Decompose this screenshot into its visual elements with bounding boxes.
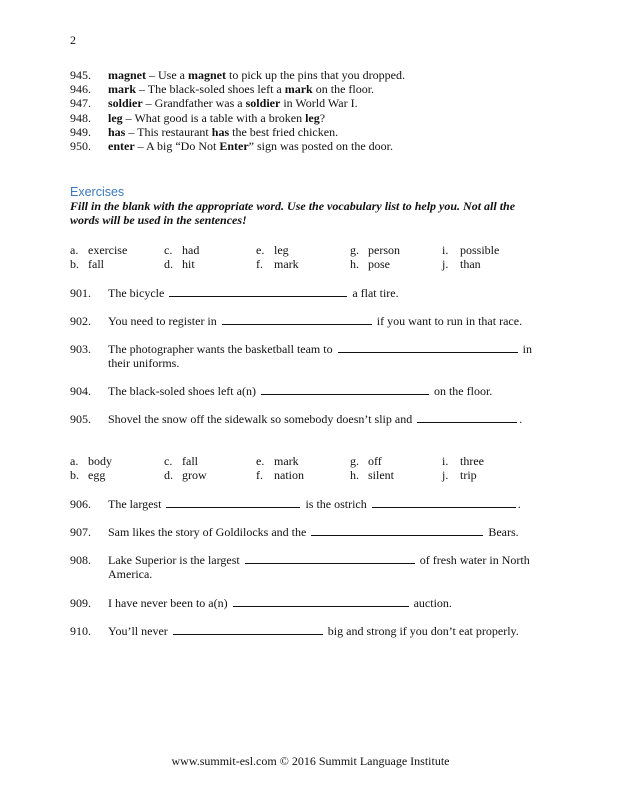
word-bank-letter: c. xyxy=(164,454,173,468)
word-bank-word: exercise xyxy=(88,243,128,257)
question-text: The black-soled shoes left a(n) on the floor. xyxy=(108,384,493,398)
vocab-bold-word: mark xyxy=(284,82,313,97)
vocab-bold-word: soldier xyxy=(245,96,281,111)
vocab-number: 946. xyxy=(70,82,91,97)
word-bank-word: fall xyxy=(182,454,198,468)
page-number: 2 xyxy=(70,33,76,47)
question-number: 903. xyxy=(70,342,91,356)
word-bank-letter: f. xyxy=(256,257,263,271)
vocab-number: 950. xyxy=(70,139,91,153)
vocab-word: enter xyxy=(108,139,135,153)
word-bank-letter: b. xyxy=(70,257,79,271)
word-bank-letter: e. xyxy=(256,243,265,257)
instructions: Fill in the blank with the appropriate word. Use the vocabulary list to help you. Not all the words will be used in the sentences! xyxy=(70,199,516,227)
answer-blank xyxy=(311,525,483,536)
vocab-number: 947. xyxy=(70,96,91,111)
vocab-text: has – This restaurant has the best fried chicken. xyxy=(108,124,339,139)
answer-blank xyxy=(417,412,517,423)
question-number: 904. xyxy=(70,384,91,398)
answer-blank xyxy=(338,342,518,353)
vocab-word: has xyxy=(108,124,126,139)
vocab-number: 949. xyxy=(70,124,91,139)
word-bank-word: nation xyxy=(274,468,304,482)
answer-blank xyxy=(233,596,409,607)
vocab-text: soldier – Grandfather was a soldier in World War I. xyxy=(108,96,358,111)
question-number: 902. xyxy=(70,314,91,328)
answer-blank xyxy=(222,314,372,325)
word-bank-letter: g. xyxy=(350,243,359,257)
vocab-text: mark – The black-soled shoes left a mark on the floor. xyxy=(108,82,375,97)
word-bank-word: body xyxy=(88,454,112,468)
question-text: Lake Superior is the largest of fresh water in North America. xyxy=(108,553,530,581)
word-bank-word: mark xyxy=(274,257,299,271)
vocab-word: leg xyxy=(108,110,123,125)
word-bank-letter: c. xyxy=(164,243,173,257)
word-bank-letter: j. xyxy=(442,468,449,482)
vocab-text: enter – A big “Do Not Enter” sign was posted on the door. xyxy=(108,139,393,153)
question-number: 906. xyxy=(70,497,91,511)
footer: www.summit-esl.com © 2016 Summit Language Institute xyxy=(171,754,450,768)
word-bank-word: egg xyxy=(88,468,106,482)
answer-blank xyxy=(372,497,516,508)
word-bank-word: silent xyxy=(368,468,394,482)
word-bank-word: pose xyxy=(368,257,390,271)
question-text: The bicycle a flat tire. xyxy=(108,286,399,300)
word-bank-letter: i. xyxy=(442,454,449,468)
word-bank-letter: g. xyxy=(350,454,359,468)
question-number: 907. xyxy=(70,525,91,539)
answer-blank xyxy=(173,624,323,635)
question-text: I have never been to a(n) auction. xyxy=(108,596,452,610)
question-text: The largest is the ostrich . xyxy=(108,497,521,511)
vocab-word: soldier xyxy=(108,96,143,111)
word-bank-letter: j. xyxy=(442,257,449,271)
word-bank-letter: a. xyxy=(70,243,79,257)
vocab-bold-word: magnet xyxy=(188,68,226,82)
question-text: You need to register in if you want to run in that race. xyxy=(108,314,523,328)
vocab-bold-word: has xyxy=(211,124,230,139)
word-bank-letter: a. xyxy=(70,454,79,468)
word-bank-letter: e. xyxy=(256,454,265,468)
word-bank-word: grow xyxy=(182,468,207,482)
word-bank-letter: d. xyxy=(164,468,173,482)
word-bank-letter: h. xyxy=(350,468,359,482)
question-number: 909. xyxy=(70,596,91,610)
word-bank-word: person xyxy=(368,243,400,257)
question-number: 908. xyxy=(70,553,91,567)
vocab-text: leg – What good is a table with a broken leg? xyxy=(108,110,326,125)
question-text: Shovel the snow off the sidewalk so somebody doesn’t slip and . xyxy=(108,412,523,426)
answer-blank xyxy=(245,553,415,564)
word-bank-word: mark xyxy=(274,454,299,468)
question-text: Sam likes the story of Goldilocks and the Bears. xyxy=(108,525,519,539)
question-text: You’ll never big and strong if you don’t eat properly. xyxy=(108,624,519,638)
word-bank-word: leg xyxy=(274,243,289,257)
word-bank-letter: b. xyxy=(70,468,79,482)
word-bank-letter: h. xyxy=(350,257,359,271)
word-bank-word: than xyxy=(460,257,481,271)
word-bank-word: had xyxy=(182,243,200,257)
question-number: 901. xyxy=(70,286,91,300)
vocab-bold-word: Enter xyxy=(219,139,249,153)
vocab-number: 948. xyxy=(70,110,91,125)
word-bank-word: three xyxy=(460,454,484,468)
vocab-bold-word: leg xyxy=(305,110,320,125)
word-bank-word: hit xyxy=(182,257,195,271)
exercises-title: Exercises xyxy=(70,185,125,199)
vocab-word: magnet xyxy=(108,68,146,82)
vocab-word: mark xyxy=(108,82,136,97)
answer-blank xyxy=(261,384,429,395)
question-number: 910. xyxy=(70,624,91,638)
word-bank-word: trip xyxy=(460,468,477,482)
question-text: The photographer wants the basketball team to in their uniforms. xyxy=(108,342,532,370)
question-number: 905. xyxy=(70,412,91,426)
word-bank-word: possible xyxy=(460,243,500,257)
word-bank-letter: d. xyxy=(164,257,173,271)
vocab-number: 945. xyxy=(70,68,91,82)
word-bank-letter: f. xyxy=(256,468,263,482)
answer-blank xyxy=(166,497,300,508)
word-bank-word: fall xyxy=(88,257,104,271)
answer-blank xyxy=(169,286,347,297)
vocab-text: magnet – Use a magnet to pick up the pins that you dropped. xyxy=(108,68,405,82)
word-bank-letter: i. xyxy=(442,243,449,257)
word-bank-word: off xyxy=(368,454,382,468)
